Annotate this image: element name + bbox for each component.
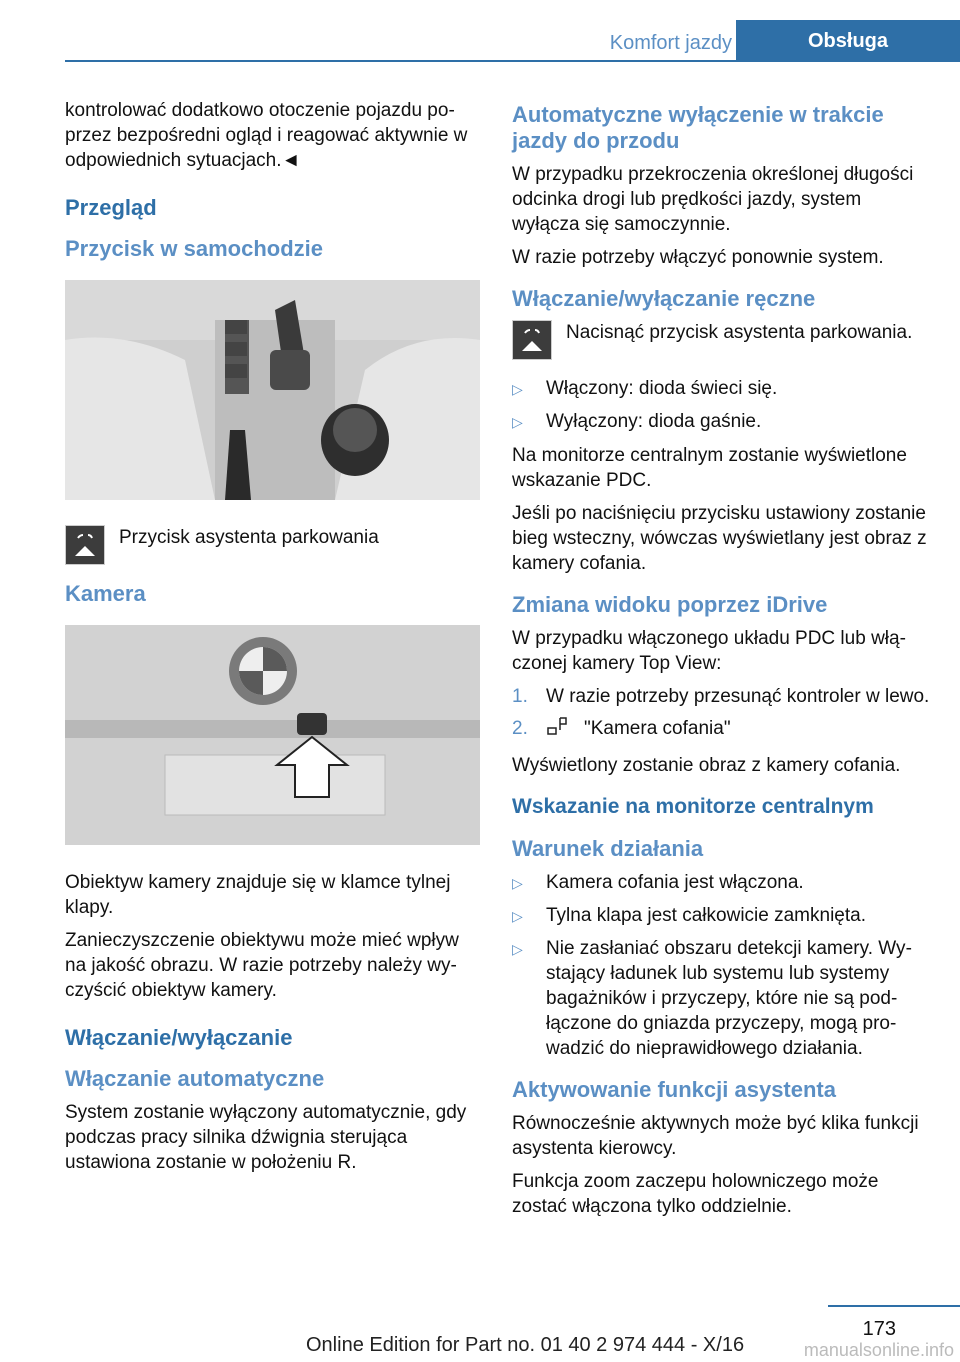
assist-heading: Aktywowanie funkcji asystenta bbox=[512, 1077, 836, 1102]
header-tab-comfort[interactable]: Komfort jazdy bbox=[609, 32, 732, 54]
watermark: manualsonline.info bbox=[803, 1340, 954, 1360]
triangle-bullet-icon: ▷ bbox=[512, 414, 523, 430]
button-heading: Przycisk w samochodzie bbox=[65, 236, 323, 261]
page-number: 173 bbox=[862, 1318, 896, 1340]
right-column bbox=[512, 98, 930, 1227]
list-item: ▷ Nie zasłaniać obszaru detekcji kamery. Wystający ładunek lub systemu lub systemy bagażników i przyczepy, które nie są podłączone do gniazda przyczepy, mogą prowadzić do nieprawidłowego działania. bbox=[512, 938, 912, 1059]
triangle-bullet-icon: ▷ bbox=[512, 941, 523, 957]
assist-paragraph-1: Równocześnie aktywnych może być klika funkcji asystenta kierowcy. bbox=[512, 1113, 919, 1159]
manual-text: Nacisnąć przycisk asystenta parkowania. bbox=[566, 322, 913, 343]
triangle-bullet-icon: ▷ bbox=[512, 381, 523, 397]
triangle-bullet-icon: ▷ bbox=[512, 875, 523, 891]
list-item: ▷ Tylna klapa jest całkowicie zamknięta. bbox=[512, 903, 930, 929]
display-heading: Wskazanie na monitorze centralnym bbox=[512, 795, 874, 818]
manual-button-row bbox=[512, 320, 930, 360]
triangle-bullet-icon: ▷ bbox=[512, 908, 523, 924]
autooff-paragraph-1: W przypadku przekroczenia określonej długości odcinka drogi lub prędkości jazdy, system wyłącza się samoczynnie. bbox=[512, 164, 914, 235]
header-divider bbox=[65, 60, 960, 62]
overview-heading: Przegląd bbox=[65, 195, 157, 220]
camera-heading: Kamera bbox=[65, 581, 146, 606]
park-assist-icon bbox=[65, 525, 105, 565]
autooff-heading: Automatyczne wyłączenie w trakcie jazdy do przodu bbox=[512, 102, 884, 153]
auto-heading: Włączanie automatyczne bbox=[65, 1066, 325, 1091]
autooff-paragraph-2: W razie potrzeby włączyć ponownie system. bbox=[512, 247, 884, 268]
park-assist-icon bbox=[512, 320, 552, 360]
list-item: ▷ Kamera cofania jest włączona. bbox=[512, 870, 930, 896]
idrive-steps bbox=[512, 684, 930, 745]
button-caption-row bbox=[65, 525, 480, 565]
condition-heading: Warunek działania bbox=[512, 836, 704, 861]
idrive-result: Wyświetlony zostanie obraz z kamery cofania. bbox=[512, 755, 901, 776]
auto-text: System zostanie wyłączony automatycznie, gdy podczas pracy silnika dźwignia sterująca ustawiona zostanie w położeniu R. bbox=[65, 1102, 467, 1173]
online-edition-text: Online Edition for Part no. 01 40 2 974 444 - X/16 bbox=[306, 1334, 745, 1356]
camera-paragraph-1: Obiektyw kamery znajduje się w klamce tylnej klapy. bbox=[65, 872, 451, 918]
list-item: ▷ Włączony: dioda świeci się. bbox=[512, 376, 930, 402]
manual-paragraph-2: Jeśli po naciśnięciu przycisku ustawiony zostanie bieg wsteczny, wówczas wyświetlany jest obraz z kamery cofania. bbox=[512, 503, 927, 574]
header-tab-operation[interactable]: Obsługa bbox=[736, 20, 960, 62]
intro-paragraph: kontrolować dodatkowo otoczenie pojazdu poprzez bezpośredni ogląd i reagować aktywnie w odpowiednich sytuacjach.◄ bbox=[65, 100, 468, 171]
condition-list bbox=[512, 870, 930, 1061]
page-header bbox=[0, 0, 960, 60]
idrive-heading: Zmiana widoku poprzez iDrive bbox=[512, 592, 828, 617]
idrive-text: W przypadku włączonego układu PDC lub włączonej kamery Top View: bbox=[512, 628, 906, 674]
list-item: 1. W razie potrzeby przesunąć kontroler w lewo. bbox=[512, 686, 930, 707]
manual-list bbox=[512, 376, 930, 435]
button-caption: Przycisk asystenta parkowania bbox=[119, 527, 379, 548]
manual-heading: Włączanie/wyłączanie ręczne bbox=[512, 286, 816, 311]
assist-paragraph-2: Funkcja zoom zaczepu holowniczego może zostać włączona tylko oddzielnie. bbox=[512, 1171, 879, 1217]
list-item: 2. "Kamera cofania" bbox=[512, 716, 930, 745]
rear-camera-photo bbox=[65, 625, 480, 845]
camera-paragraph-2: Zanieczyszczenie obiektywu może mieć wpływ na jakość obrazu. W razie potrzeby należy wyczyścić obiektyw kamery. bbox=[65, 930, 459, 1001]
onoff-heading: Włączanie/wyłączanie bbox=[65, 1025, 293, 1050]
console-button-photo bbox=[65, 280, 480, 500]
manual-paragraph-1: Na monitorze centralnym zostanie wyświetlone wskazanie PDC. bbox=[512, 445, 907, 491]
list-item: ▷ Wyłączony: dioda gaśnie. bbox=[512, 409, 930, 435]
footer-divider bbox=[828, 1305, 960, 1307]
camera-view-icon bbox=[546, 716, 572, 745]
left-column bbox=[65, 98, 480, 1183]
